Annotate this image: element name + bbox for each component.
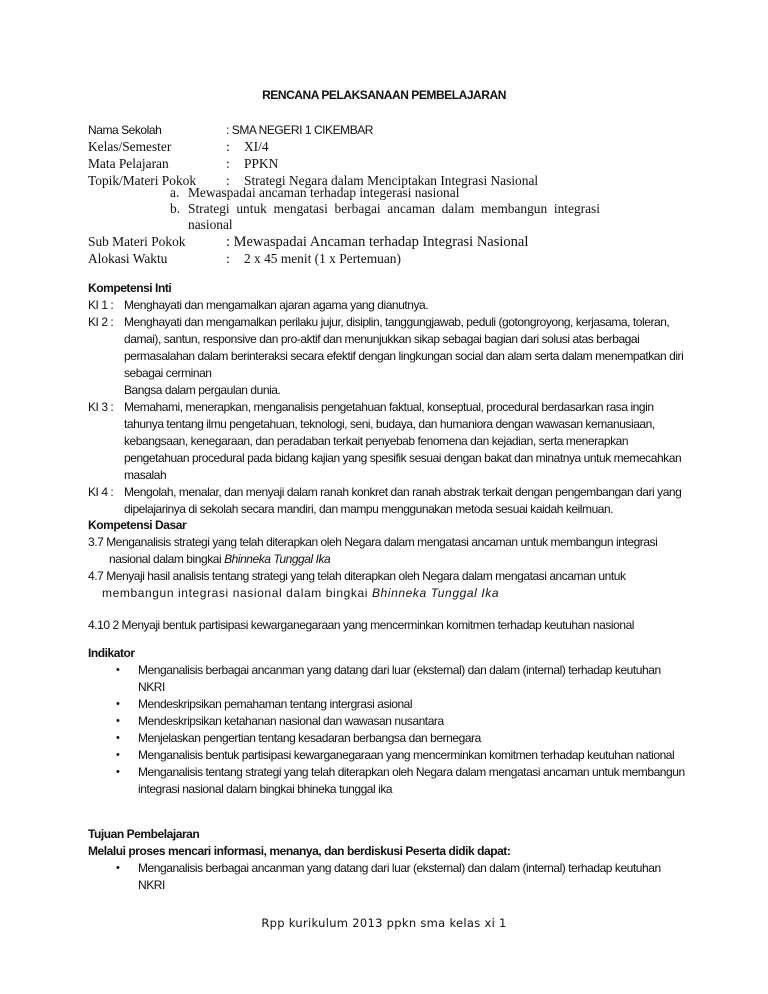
info-value: PPKN — [244, 156, 279, 171]
info-label: Topik/Materi Pokok — [88, 173, 197, 188]
kd-item: 3.7 Menganalisis strategi yang telah diterapkan oleh Negara dalam mengatasi ancaman untuk membangun integrasi nasional dalam bingkai Bhinneka Tunggal Ika — [88, 535, 658, 566]
bullet-icon: • — [116, 698, 120, 710]
page-footer: Rpp kurikulum 2013 ppkn sma kelas xi 1 — [261, 916, 507, 930]
section-heading: Tujuan Pembelajaran — [88, 827, 200, 841]
list-item: • Menganalisis berbagai ancanman yang datang dari luar (eksternal) dan dalam (internal) terhadap keutuhan NKRI — [116, 861, 661, 892]
objective-list — [88, 860, 688, 894]
document-title: RENCANA PELAKSANAAN PEMBELAJARAN — [262, 88, 506, 102]
info-row-submaterial — [88, 234, 688, 251]
list-item: • Mendeskripsikan pemahaman tentang intergrasi asional — [116, 697, 413, 711]
bullet-icon: • — [116, 749, 120, 761]
section-heading: Indikator — [88, 646, 135, 660]
basic-competency-section — [88, 517, 688, 634]
topic-sub-item: a. Mewaspadai ancaman terhadap integerasi nasional — [170, 185, 460, 200]
info-row-subject: Mata Pelajaran : PPKN — [88, 156, 279, 171]
info-row-class: Kelas/Semester : XI/4 — [88, 139, 269, 154]
section-heading: Kompetensi Inti — [88, 281, 172, 295]
list-item: • Menjelaskan pengertian tentang kesadaran berbangsa dan bernegara — [116, 731, 481, 745]
info-value: : SMA NEGERI 1 CIKEMBAR — [226, 123, 374, 137]
indicator-section — [88, 645, 688, 798]
list-item: • Menganalisis bentuk partisipasi kewarganegaraan yang mencerminkan komitmen terhadap keutuhan national — [116, 748, 675, 762]
kd-item: 4.10 2 Menyaji bentuk partisipasi kewarganegaraan yang mencerminkan komitmen terhadap keutuhan nasional — [88, 618, 635, 632]
info-row-topic: Topik/Materi Pokok : Strategi Negara dalam Menciptakan Integrasi Nasional — [88, 173, 539, 188]
ki-item: KI 3 : Memahami, menerapkan, menganalisis pengetahuan faktual, konseptual, procedural berdasarkan rasa ingin tahunya tentang ilmu pengetahuan, teknologi, seni, budaya, dan humaniora dengan wawasan kemanusiaan, kebangsaan, kenegaraan, dan peradaban terkait penyebab fenomena dan kejadian, serta menerapkan pengetahuan procedural pada bidang kajian yang spesifik sesuai dengan bakat dan minatnya untuk memecahkan masalah — [88, 400, 682, 482]
topic-sub-item: b. Strategi untuk mengatasi berbagai ancaman dalam membangun integrasi nasional — [170, 201, 600, 232]
list-item: • Menganalisis berbagai ancanman yang datang dari luar (eksternal) dan dalam (internal) terhadap keutuhan NKRI — [116, 663, 661, 694]
info-value: : Mewaspadai Ancaman terhadap Integrasi Nasional — [226, 234, 529, 250]
section-subheading: Melalui proses mencari informasi, menanya, dan berdiskusi Peserta didik dapat: — [88, 844, 511, 858]
list-item: • Mendeskripsikan ketahanan nasional dan wawasan nusantara — [116, 714, 444, 728]
core-competency-section — [88, 280, 688, 518]
bullet-icon: • — [116, 862, 120, 874]
info-row-time: Alokasi Waktu : 2 x 45 menit (1 x Pertemuan) — [88, 251, 401, 266]
ki-item: KI 2 : Menghayati dan mengamalkan perilaku jujur, disiplin, tanggungjawab, peduli (gotongroyong, kerjasama, toleran, damai), santun, responsive dan pro-aktif dan menunjukkan sikap sebagai bagian dari solusi atas berbagai permasalahan dalam berinteraksi secara efektif dengan lingkungan social dan alam serta dalam menempatkan diri sebagai cerminan Bangsa dalam pergaulan dunia. — [88, 315, 684, 397]
objective-section — [88, 826, 688, 894]
info-label: Sub Materi Pokok — [88, 234, 186, 249]
info-label: Nama Sekolah — [88, 123, 162, 137]
identity-block-2 — [88, 234, 688, 268]
ki-item: KI 4 : Mengolah, menalar, dan menyaji dalam ranah konkret dan ranah abstrak terkait dengan pengembangan dari yang dipelajarinya di sekolah secara mandiri, dan mampu menggunakan metoda sesuai kaidah keilmuan. — [88, 485, 682, 516]
info-label: Mata Pelajaran — [88, 156, 169, 171]
info-label: Alokasi Waktu — [88, 251, 168, 266]
bullet-icon: • — [116, 732, 120, 744]
info-value: XI/4 — [244, 139, 269, 154]
ki-item: KI 1 : Menghayati dan mengamalkan ajaran agama yang dianutnya. — [88, 298, 429, 312]
bullet-icon: • — [116, 766, 120, 778]
kd-item: 4.7 Menyaji hasil analisis tentang strategi yang telah diterapkan oleh Negara dalam mengatasi ancaman untuk membangun integrasi nasional dalam bingkai Bhinneka Tunggal Ika — [88, 569, 626, 600]
topic-sublist — [170, 185, 600, 233]
identity-block — [88, 122, 688, 190]
section-heading: Kompetensi Dasar — [88, 518, 187, 532]
bullet-icon: • — [116, 715, 120, 727]
info-value: 2 x 45 menit (1 x Pertemuan) — [244, 251, 401, 266]
info-label: Kelas/Semester — [88, 139, 172, 154]
indicator-list — [88, 662, 688, 798]
info-value: Strategi Negara dalam Menciptakan Integrasi Nasional — [244, 173, 539, 188]
info-row-school — [88, 122, 688, 139]
bullet-icon: • — [116, 664, 120, 676]
list-item: • Menganalisis tentang strategi yang telah diterapkan oleh Negara dalam mengatasi ancaman untuk membangun integrasi nasional dalam bingkai bhineka tunggal ika — [116, 765, 685, 796]
